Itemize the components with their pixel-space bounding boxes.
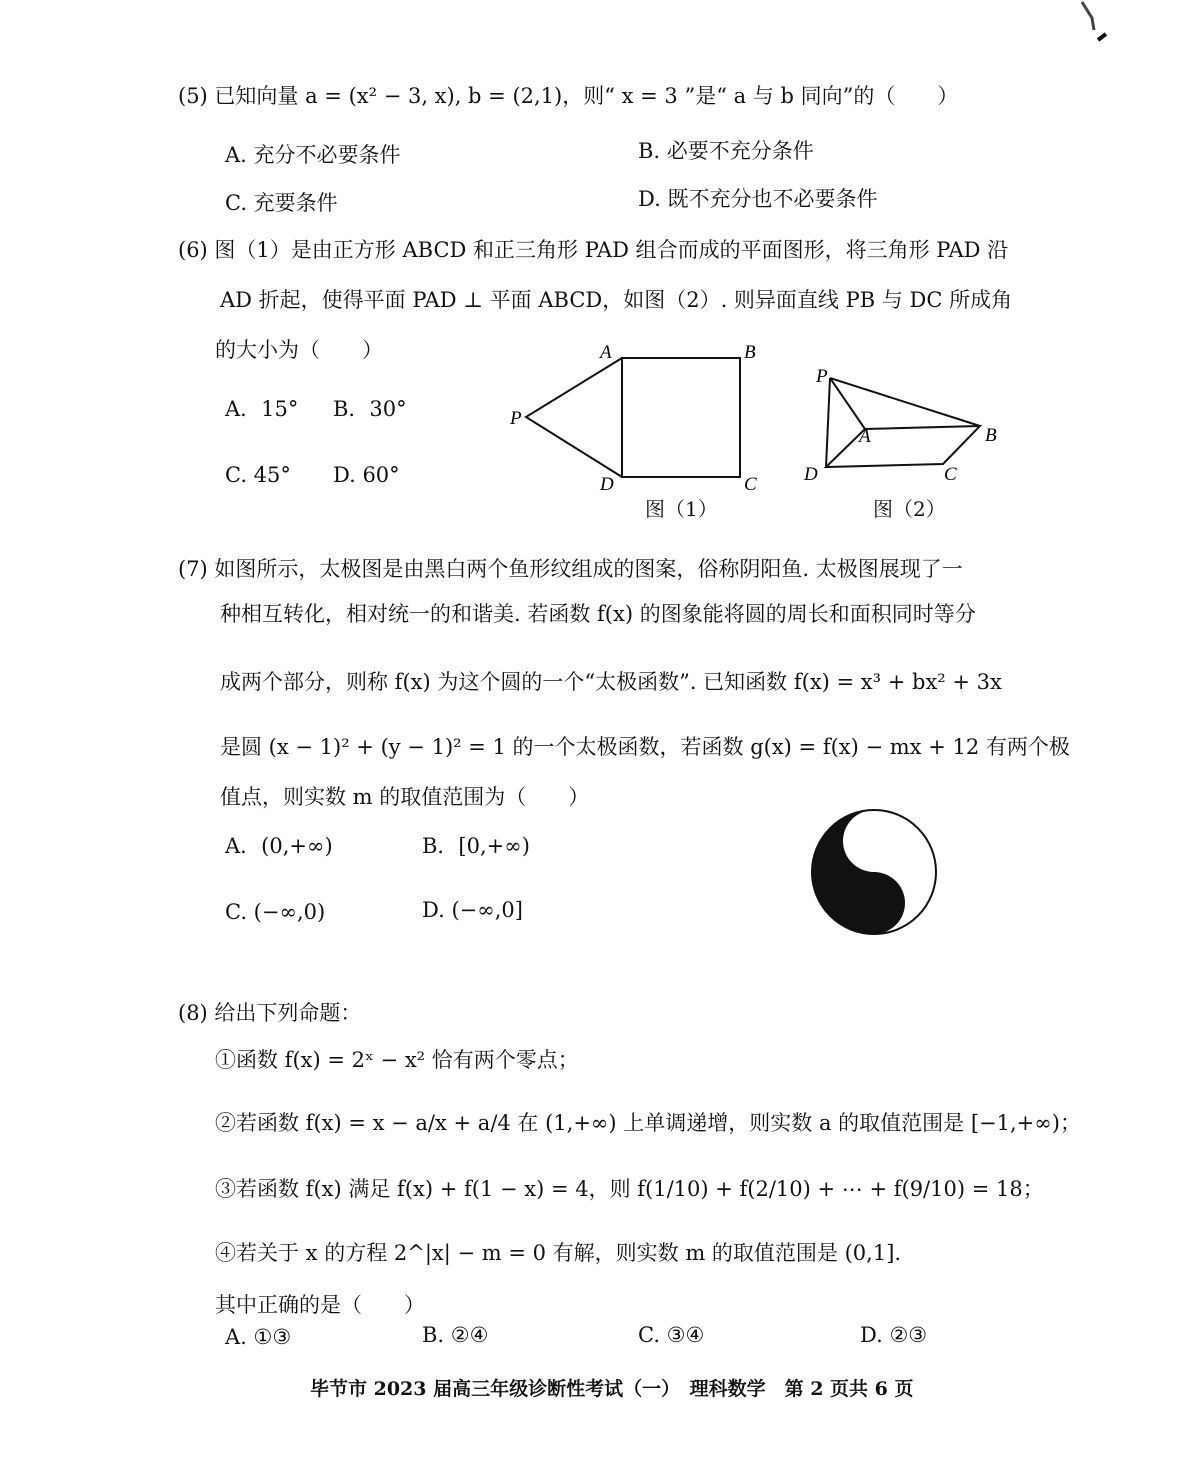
q6-option-d: D. 60° [333,463,400,487]
scan-mark-top-right [1070,0,1130,50]
label-c: C [944,464,957,485]
edge-pd [826,378,830,467]
figure-1-diagram [500,340,780,500]
q7-option-d: D. (−∞,0] [422,898,523,922]
q8-stem: (8) 给出下列命题： [178,1001,362,1025]
q8-item-2: ②若函数 f(x) = x − a/x + a/4 在 (1,+∞) 上单调递增，则实数 a 的取值范围是 [−1,+∞)； [215,1111,1081,1135]
q7-option-a: A．(0,+∞) [225,834,333,858]
q7-stem-line-4: 是圆 (x − 1)² + (y − 1)² = 1 的一个太极函数，若函数 g(x) = f(x) − mx + 12 有两个极 [220,735,1070,759]
q8-option-a: A. ①③ [225,1325,292,1349]
edge-pa [830,378,865,429]
label-p: P [510,408,522,429]
figure-1-caption: 图（1） [645,497,718,521]
label-a: A [600,342,612,363]
q7-stem-line-2: 种相互转化，相对统一的和谐美. 若函数 f(x) 的图象能将圆的周长和面积同时等分 [220,602,976,626]
label-d: D [804,464,818,485]
q8-item-4: ④若关于 x 的方程 2^|x| − m = 0 有解，则实数 m 的取值范围是 (0,1]. [215,1241,902,1265]
q6-option-b: B．30° [333,397,407,421]
figure-2-diagram [800,360,1010,490]
label-c: C [744,474,757,495]
q5-option-a: A. 充分不必要条件 [225,143,401,167]
label-a: A [859,426,871,447]
q7-option-c: C. (−∞,0) [225,900,326,924]
q8-prompt: 其中正确的是（ ） [215,1293,425,1317]
label-p: P [816,366,828,387]
label-b: B [744,342,756,363]
label-b: B [985,425,997,446]
q6-stem-line-1: (6) 图（1）是由正方形 ABCD 和正三角形 PAD 组合而成的平面图形，将三角形 PAD 沿 [178,238,1009,262]
q6-stem-line-3: 的大小为（ ） [215,338,383,362]
square-abcd [622,358,740,477]
taiji-white-dot [867,834,881,848]
q5-stem: (5) 已知向量 a = (x² − 3, x), b = (2,1)，则“ x = 3 ”是“ a 与 b 同向”的（ ） [178,84,959,108]
page-footer: 毕节市 2023 届高三年级诊断性考试（一） 理科数学 第 2 页共 6 页 [310,1378,914,1400]
triangle-pad [526,358,622,477]
q8-item-3: ③若函数 f(x) 满足 f(x) + f(1 − x) = 4，则 f(1/10) + f(2/10) + ⋯ + f(9/10) = 18； [215,1177,1044,1201]
q7-stem-line-5: 值点，则实数 m 的取值范围为（ ） [220,785,590,809]
q6-option-c: C. 45° [225,463,291,487]
q6-option-a: A．15° [225,397,299,421]
q7-option-b: B．[0,+∞) [422,834,530,858]
q8-option-c: C. ③④ [638,1323,705,1347]
q5-option-d: D. 既不充分也不必要条件 [638,187,878,211]
q5-option-b: B. 必要不充分条件 [638,139,814,163]
base-abcd [826,426,980,467]
figure-2-caption: 图（2） [873,497,946,521]
q6-stem-line-2: AD 折起，使得平面 PAD ⊥ 平面 ABCD，如图（2）. 则异面直线 PB 与 DC 所成角 [220,288,1013,312]
label-d: D [600,474,614,495]
taiji-figure [808,806,940,938]
q8-option-d: D. ②③ [860,1323,928,1347]
q7-stem-line-1: (7) 如图所示，太极图是由黑白两个鱼形纹组成的图案，俗称阴阳鱼. 太极图展现了一 [178,557,963,581]
edge-pb [830,378,980,426]
q8-option-b: B. ②④ [422,1323,489,1347]
taiji-black-dot [867,896,881,910]
q5-option-c: C. 充要条件 [225,191,338,215]
q7-stem-line-3: 成两个部分，则称 f(x) 为这个圆的一个“太极函数”. 已知函数 f(x) = x³ + bx² + 3x [220,670,1002,694]
q8-item-1: ①函数 f(x) = 2ˣ − x² 恰有两个零点； [215,1048,579,1072]
